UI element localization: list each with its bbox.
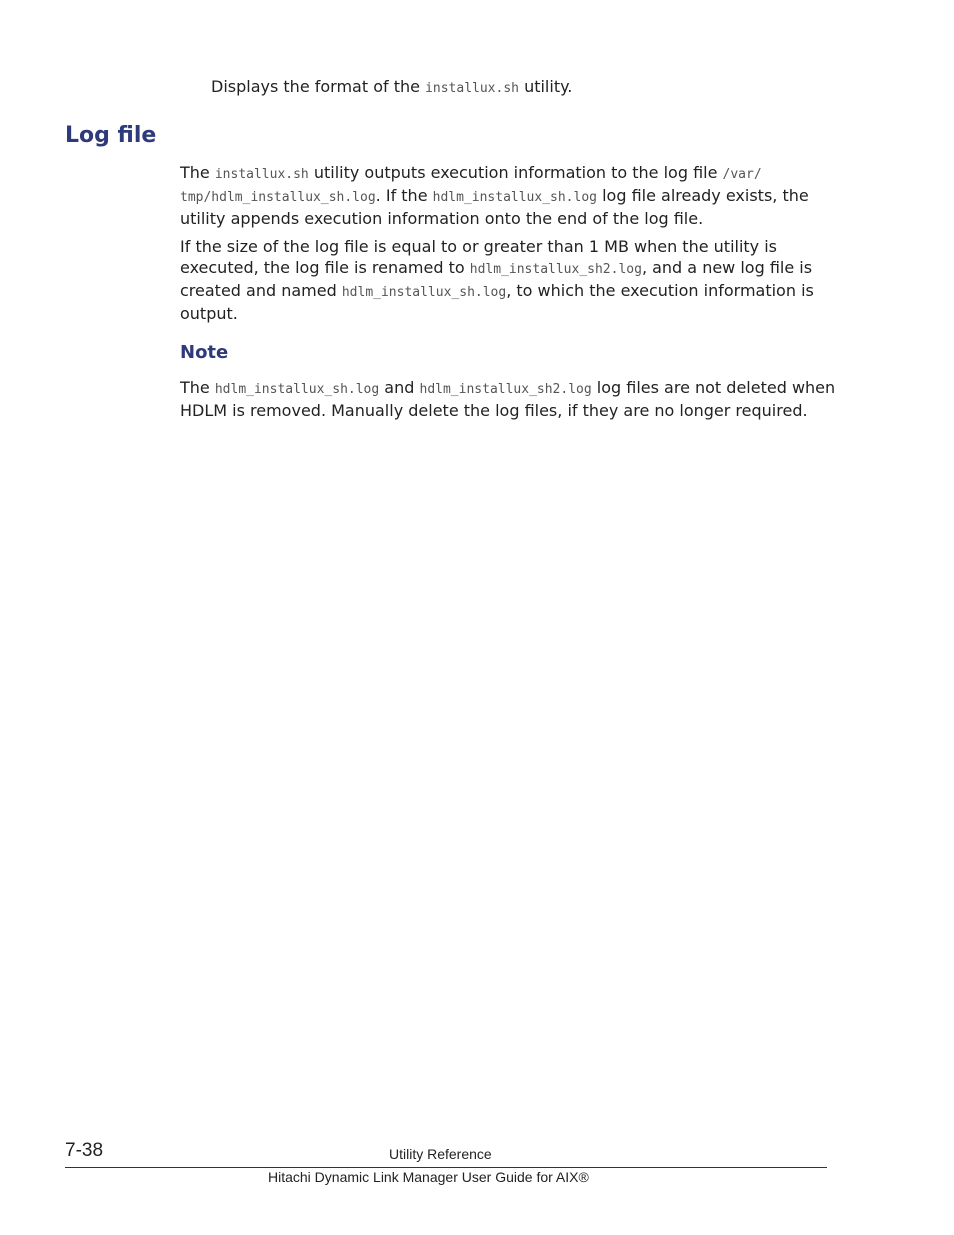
footer-divider (65, 1167, 827, 1168)
note-text-1: The (180, 378, 215, 397)
p2-code-1: hdlm_installux_sh2.log (469, 262, 642, 277)
intro-prefix: Displays the format of the (211, 77, 426, 96)
note-paragraph (180, 377, 840, 421)
p1-code-1: installux.sh (214, 167, 309, 182)
intro-code: installux.sh (425, 81, 519, 96)
p1-code-3: hdlm_installux_sh.log (432, 190, 597, 205)
note-text-2: and (379, 378, 420, 397)
p1-text-3: . If the (375, 186, 433, 205)
page-number: 7-38 (65, 1140, 104, 1161)
paragraph-log-output (180, 162, 840, 229)
note-text-3: log files are not deleted when HDLM is removed. Manually delete the log files, if they are no longer required. (180, 378, 836, 420)
intro-text (211, 76, 572, 99)
footer-section-name: Utility Reference (389, 1146, 492, 1162)
p2-text-3: , to which the execution information is output. (180, 281, 814, 323)
p1-text-4: log file already exists, the utility appends execution information onto the end of the log file. (180, 186, 809, 228)
footer-guide-title: Hitachi Dynamic Link Manager User Guide for AIX® (268, 1169, 589, 1185)
section-heading: Log file (65, 123, 157, 148)
p1-code-2a: /var/ (722, 167, 762, 182)
note-code-1: hdlm_installux_sh.log (214, 382, 380, 397)
p2-code-2: hdlm_installux_sh.log (341, 285, 507, 300)
p1-text-2: utility outputs execution information to the log file (308, 163, 723, 182)
p2-text-2: , and a new log file is created and named (180, 258, 813, 300)
note-code-2: hdlm_installux_sh2.log (419, 382, 592, 397)
note-heading: Note (180, 342, 229, 363)
p2-text-1: If the size of the log file is equal to or greater than 1 MB when the utility is executed, the log file is renamed to (180, 237, 778, 277)
p1-code-2b: tmp/hdlm_installux_sh.log (180, 190, 376, 205)
intro-suffix: utility. (518, 77, 573, 96)
p1-text-1: The (180, 163, 215, 182)
paragraph-log-rename (180, 236, 840, 324)
